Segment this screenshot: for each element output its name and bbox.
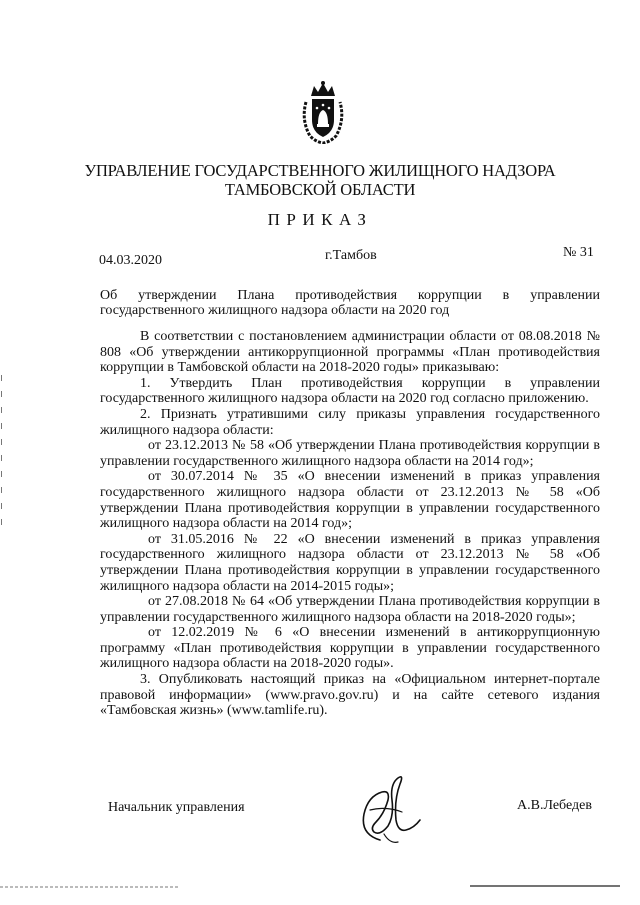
signatory-title: Начальник управления (108, 800, 245, 815)
order-date: 04.03.2020 (99, 253, 162, 268)
paragraph-item-3: 3. Опубликовать настоящий приказ на «Официальном интернет-портале правовой информации» (www.pravo.gov.ru) и на сайте сетевого издания «Тамбовская жизнь» (www.tamlife.ru). (100, 672, 600, 719)
paragraph-item-2: 2. Признать утратившими силу приказы управления государственного жилищного надзора области: (100, 406, 600, 438)
order-city: г.Тамбов (325, 248, 377, 263)
coat-of-arms-icon (298, 80, 348, 144)
order-title: ПРИКАЗ (267, 210, 373, 229)
signature-icon (340, 770, 430, 850)
order-number: № 31 (563, 245, 594, 260)
signatory-name: А.В.Лебедев (517, 798, 592, 813)
scan-edge-mark (0, 375, 3, 525)
paragraph-revoked-5: от 12.02.2019 № 6 «О внесении изменений в антикоррупционную программу «План противодействия коррупции в управлении государственного жилищного надзора области на 2018-2020 годы». (100, 625, 600, 672)
paragraph-revoked-4: от 27.08.2018 № 64 «Об утверждении Плана противодействия коррупции в управлении государственного жилищного надзора области на 2018-2020 годы»; (100, 594, 600, 625)
org-name-line2: ТАМБОВСКОЙ ОБЛАСТИ (224, 180, 416, 199)
scan-bottom-line (0, 884, 640, 890)
order-body (100, 329, 600, 719)
paragraph-item-1: 1. Утвердить План противодействия коррупции в управлении государственного жилищного надзора области на 2020 год согласно приложению. (100, 375, 600, 407)
paragraph-revoked-3: от 31.05.2016 № 22 «О внесении изменений в приказ управления государственного жилищного надзора области от 23.12.2013 № 58 «Об утверждении Плана противодействия коррупции в управлении государственного жилищного надзора области на 2014-2015 годы»; (100, 531, 600, 594)
paragraph-revoked-2: от 30.07.2014 № 35 «О внесении изменений в приказ управления государственного жилищного надзора области от 23.12.2013 № 58 «Об утверждении Плана противодействия коррупции в управлении государственного жилищного надзора области на 2014 год»; (100, 469, 600, 532)
org-name-line1: УПРАВЛЕНИЕ ГОСУДАРСТВЕННОГО ЖИЛИЩНОГО НАДЗОРА (84, 161, 556, 180)
order-subject: Об утверждении Плана противодействия коррупции в управлении государственного жилищного надзора области на 2020 год (100, 288, 600, 318)
paragraph-revoked-1: от 23.12.2013 № 58 «Об утверждении Плана противодействия коррупции в управлении государственного жилищного надзора области на 2014 год»; (100, 438, 600, 469)
paragraph-preamble: В соответствии с постановлением администрации области от 08.08.2018 № 808 «Об утверждении антикоррупционной программы «План противодействия коррупции в Тамбовской области на 2018-2020 годы» приказываю: (100, 329, 600, 376)
